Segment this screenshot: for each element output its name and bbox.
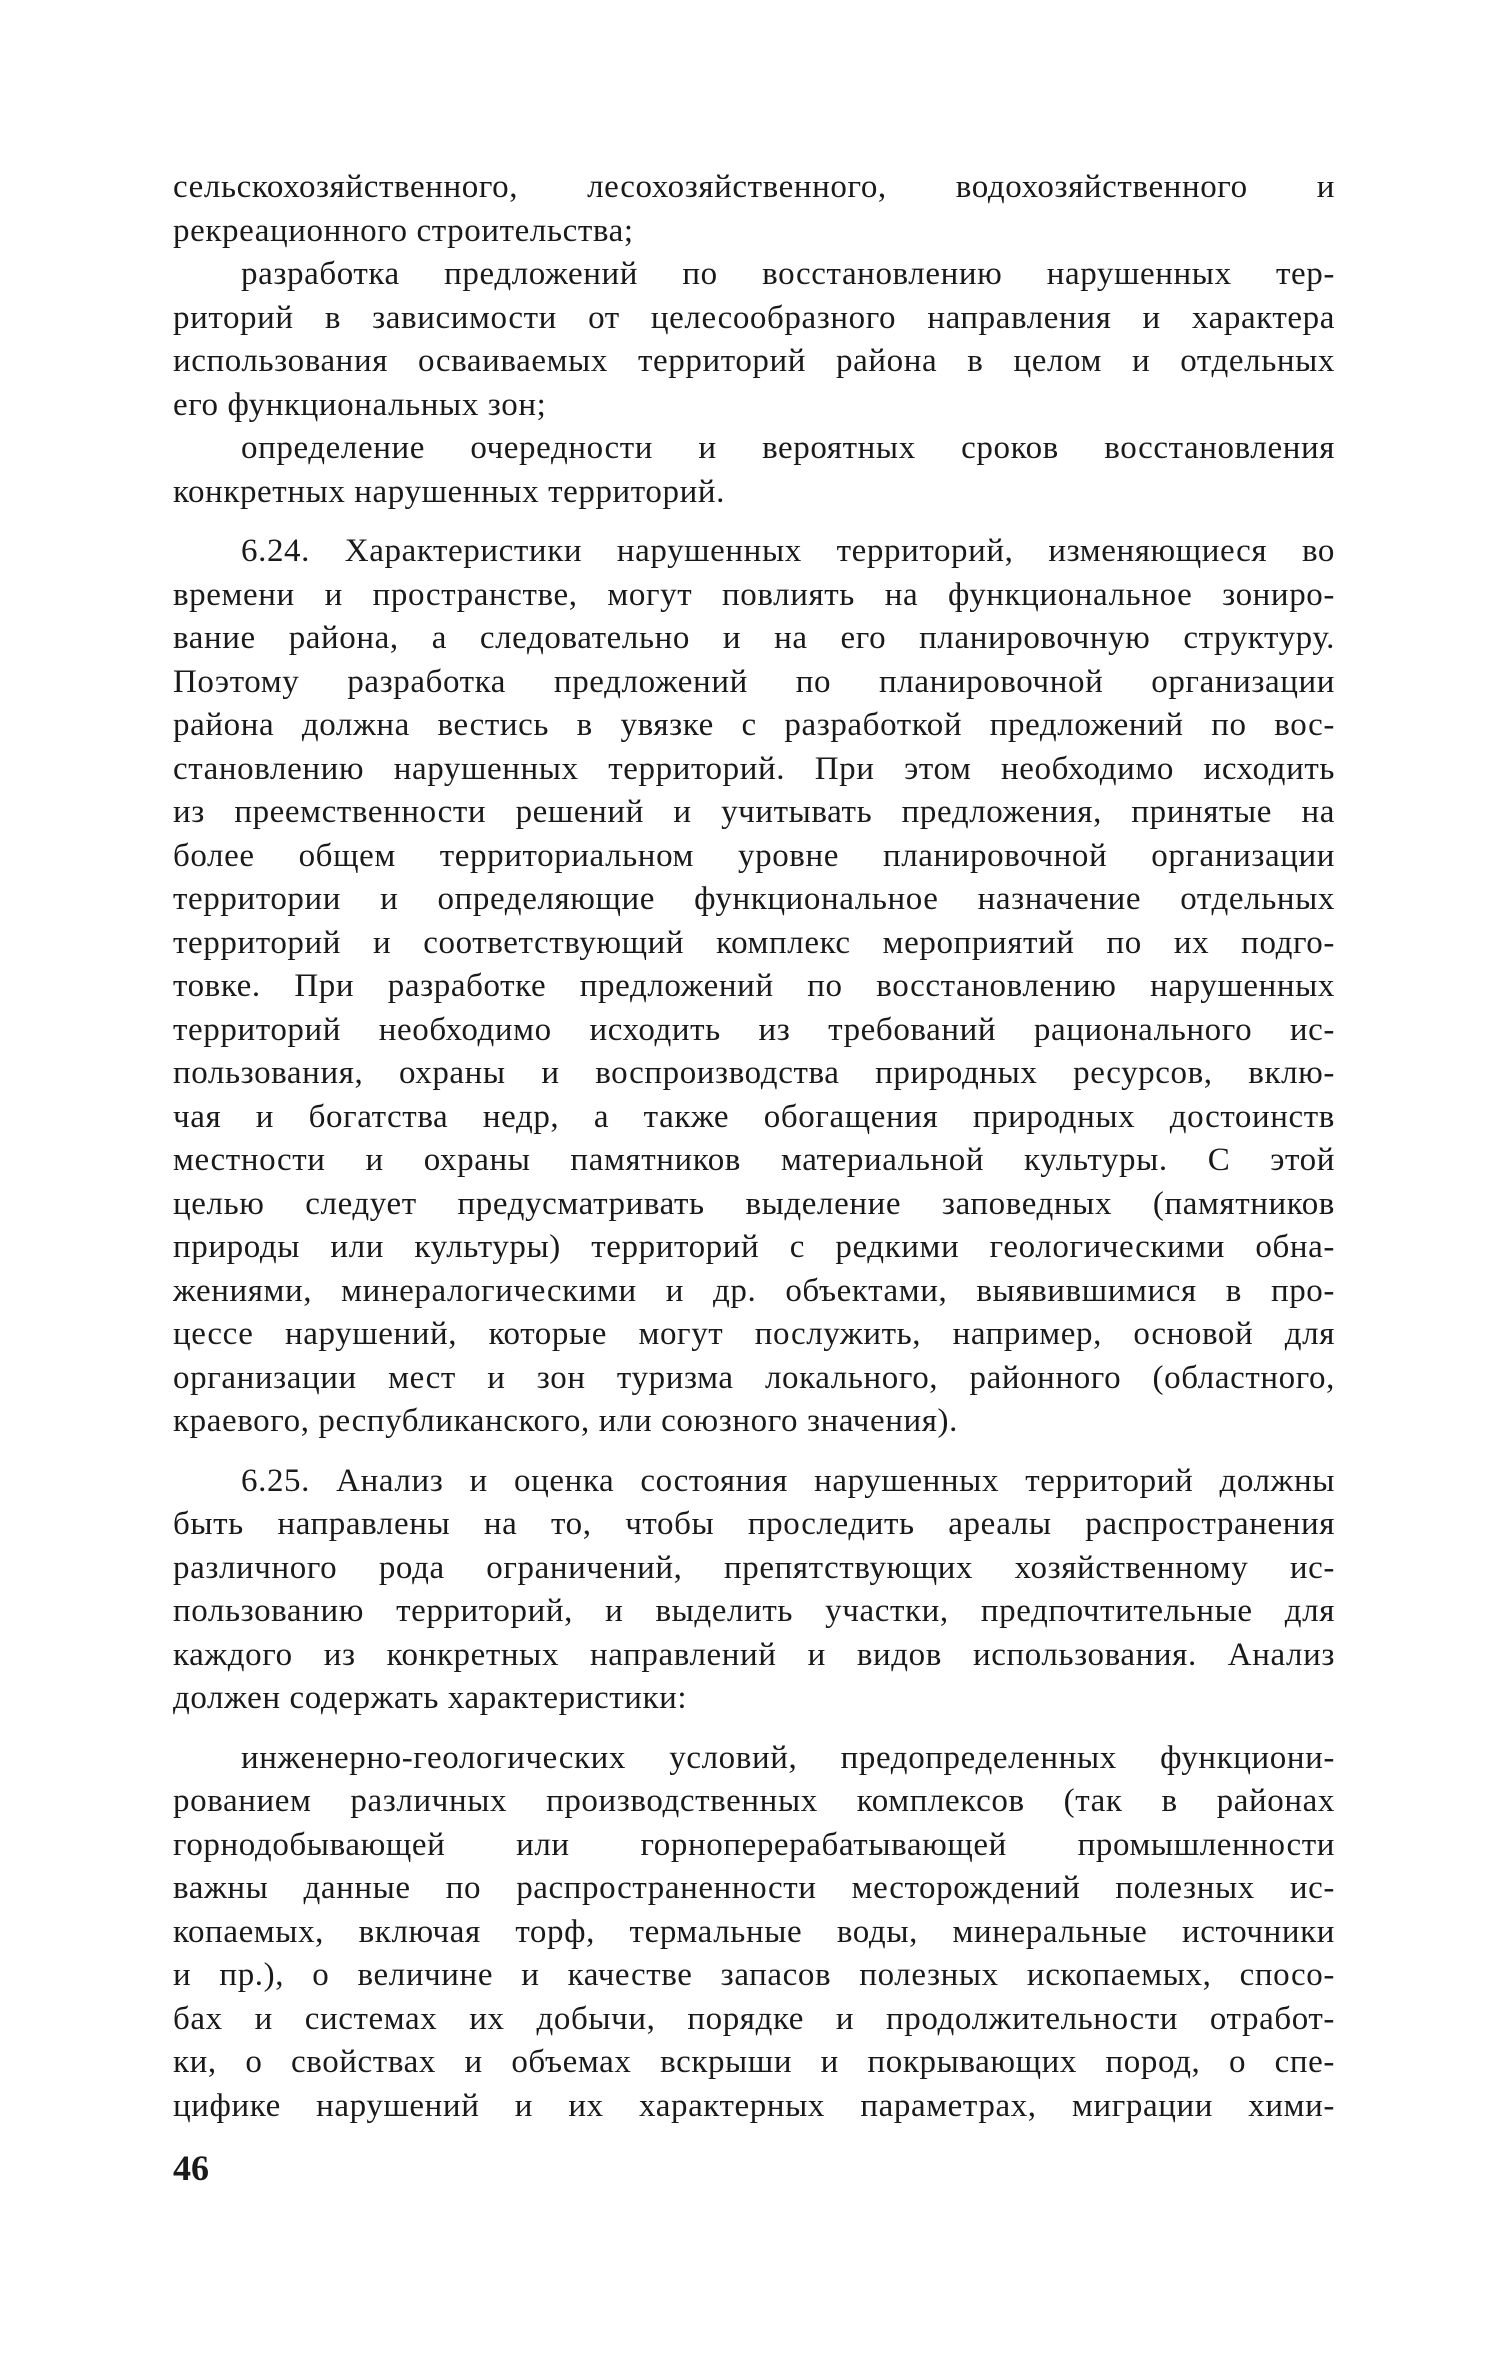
text-line: Поэтому разработка предложений по планировочной организации: [173, 663, 1335, 700]
text-line: района должна вестись в увязке с разработкой предложений по вос-: [173, 707, 1335, 743]
text-line: местности и охраны памятников материальной культуры. С этой: [173, 1142, 1335, 1178]
text-line: природы или культуры) территорий с редкими геологическими обна-: [173, 1229, 1335, 1265]
text-line: риторий в зависимости от целесообразного направления и характера: [173, 299, 1335, 336]
text-line: пользованию территорий, и выделить участки, предпочтительные для: [173, 1593, 1335, 1629]
text-line: из преемственности решений и учитывать предложения, принятые на: [173, 794, 1335, 830]
page-body: [173, 166, 1335, 2128]
text-line: цифике нарушений и их характерных параметрах, миграции хими-: [173, 2087, 1335, 2124]
text-line: вание района, а следовательно и на его планировочную структуру.: [173, 620, 1335, 656]
text-line: целью следует предусматривать выделение заповедных (памятников: [173, 1185, 1335, 1222]
text-line: 6.25. Анализ и оценка состояния нарушенных территорий должны: [241, 1462, 1335, 1499]
text-line: разработка предложений по восстановлению нарушенных тер-: [241, 256, 1335, 292]
text-line: копаемых, включая торф, термальные воды, минеральные источники: [173, 1913, 1335, 1950]
paragraph-6-24: [173, 530, 1335, 1444]
text-line: бах и системах их добычи, порядке и продолжительности отработ-: [173, 2000, 1335, 2037]
text-line: различного рода ограничений, препятствующих хозяйственному ис-: [173, 1549, 1335, 1586]
text-line: территории и определяющие функциональное назначение отдельных: [173, 881, 1335, 917]
text-line: его функциональных зон;: [173, 386, 547, 423]
text-line: становлению нарушенных территорий. При этом необходимо исходить: [173, 750, 1335, 787]
text-line: инженерно-геологических условий, предопределенных функциони-: [241, 1739, 1335, 1776]
text-line: территорий необходимо исходить из требований рационального ис-: [173, 1011, 1335, 1048]
text-line: использования осваиваемых территорий района в целом и отдельных: [173, 343, 1335, 379]
text-line: организации мест и зон туризма локального, районного (областного,: [173, 1359, 1335, 1396]
page-number: 46: [173, 2148, 209, 2188]
text-line: товке. При разработке предложений по восстановлению нарушенных: [173, 968, 1335, 1004]
text-line: каждого из конкретных направлений и видов использования. Анализ: [173, 1636, 1335, 1673]
paragraph-restoration-order: [173, 427, 1335, 514]
text-line: конкретных нарушенных территорий.: [173, 473, 725, 510]
text-line: рекреационного строительства;: [173, 212, 634, 249]
paragraph-continuation: [173, 166, 1335, 253]
text-line: более общем территориальном уровне планировочной организации: [173, 837, 1335, 874]
text-line: пользования, охраны и воспроизводства природных ресурсов, вклю-: [173, 1055, 1335, 1091]
text-line: важны данные по распространенности месторождений полезных ис-: [173, 1870, 1335, 1906]
text-line: времени и пространстве, могут повлиять на функциональное зониро-: [173, 576, 1335, 613]
text-line: быть направлены на то, чтобы проследить ареалы распространения: [173, 1506, 1335, 1542]
text-line: территорий и соответствующий комплекс мероприятий по их подго-: [173, 924, 1335, 961]
text-line: краевого, республиканского, или союзного значения).: [173, 1403, 958, 1439]
text-line: цессе нарушений, которые могут послужить, например, основой для: [173, 1316, 1335, 1352]
paragraph-engineering-geology: [173, 1737, 1335, 2129]
paragraph-6-25: [173, 1460, 1335, 1721]
text-line: чая и богатства недр, а также обогащения природных достоинств: [173, 1098, 1335, 1135]
text-line: 6.24. Характеристики нарушенных территорий, изменяющиеся во: [241, 533, 1335, 569]
text-line: ки, о свойствах и объемах вскрыши и покрывающих пород, о спе-: [173, 2044, 1335, 2080]
text-line: сельскохозяйственного, лесохозяйственного, водохозяйственного и: [173, 169, 1335, 205]
text-line: рованием различных производственных комплексов (так в районах: [173, 1783, 1335, 1819]
text-line: жениями, минералогическими и др. объектами, выявившимися в про-: [173, 1272, 1335, 1309]
text-line: определение очередности и вероятных сроков восстановления: [241, 430, 1335, 466]
text-line: должен содержать характеристики:: [173, 1680, 688, 1716]
text-line: и пр.), о величине и качестве запасов полезных ископаемых, спосо-: [173, 1957, 1335, 1993]
text-line: горнодобывающей или горноперерабатывающей промышленности: [173, 1826, 1335, 1863]
paragraph-restoration-proposals: [173, 253, 1335, 427]
